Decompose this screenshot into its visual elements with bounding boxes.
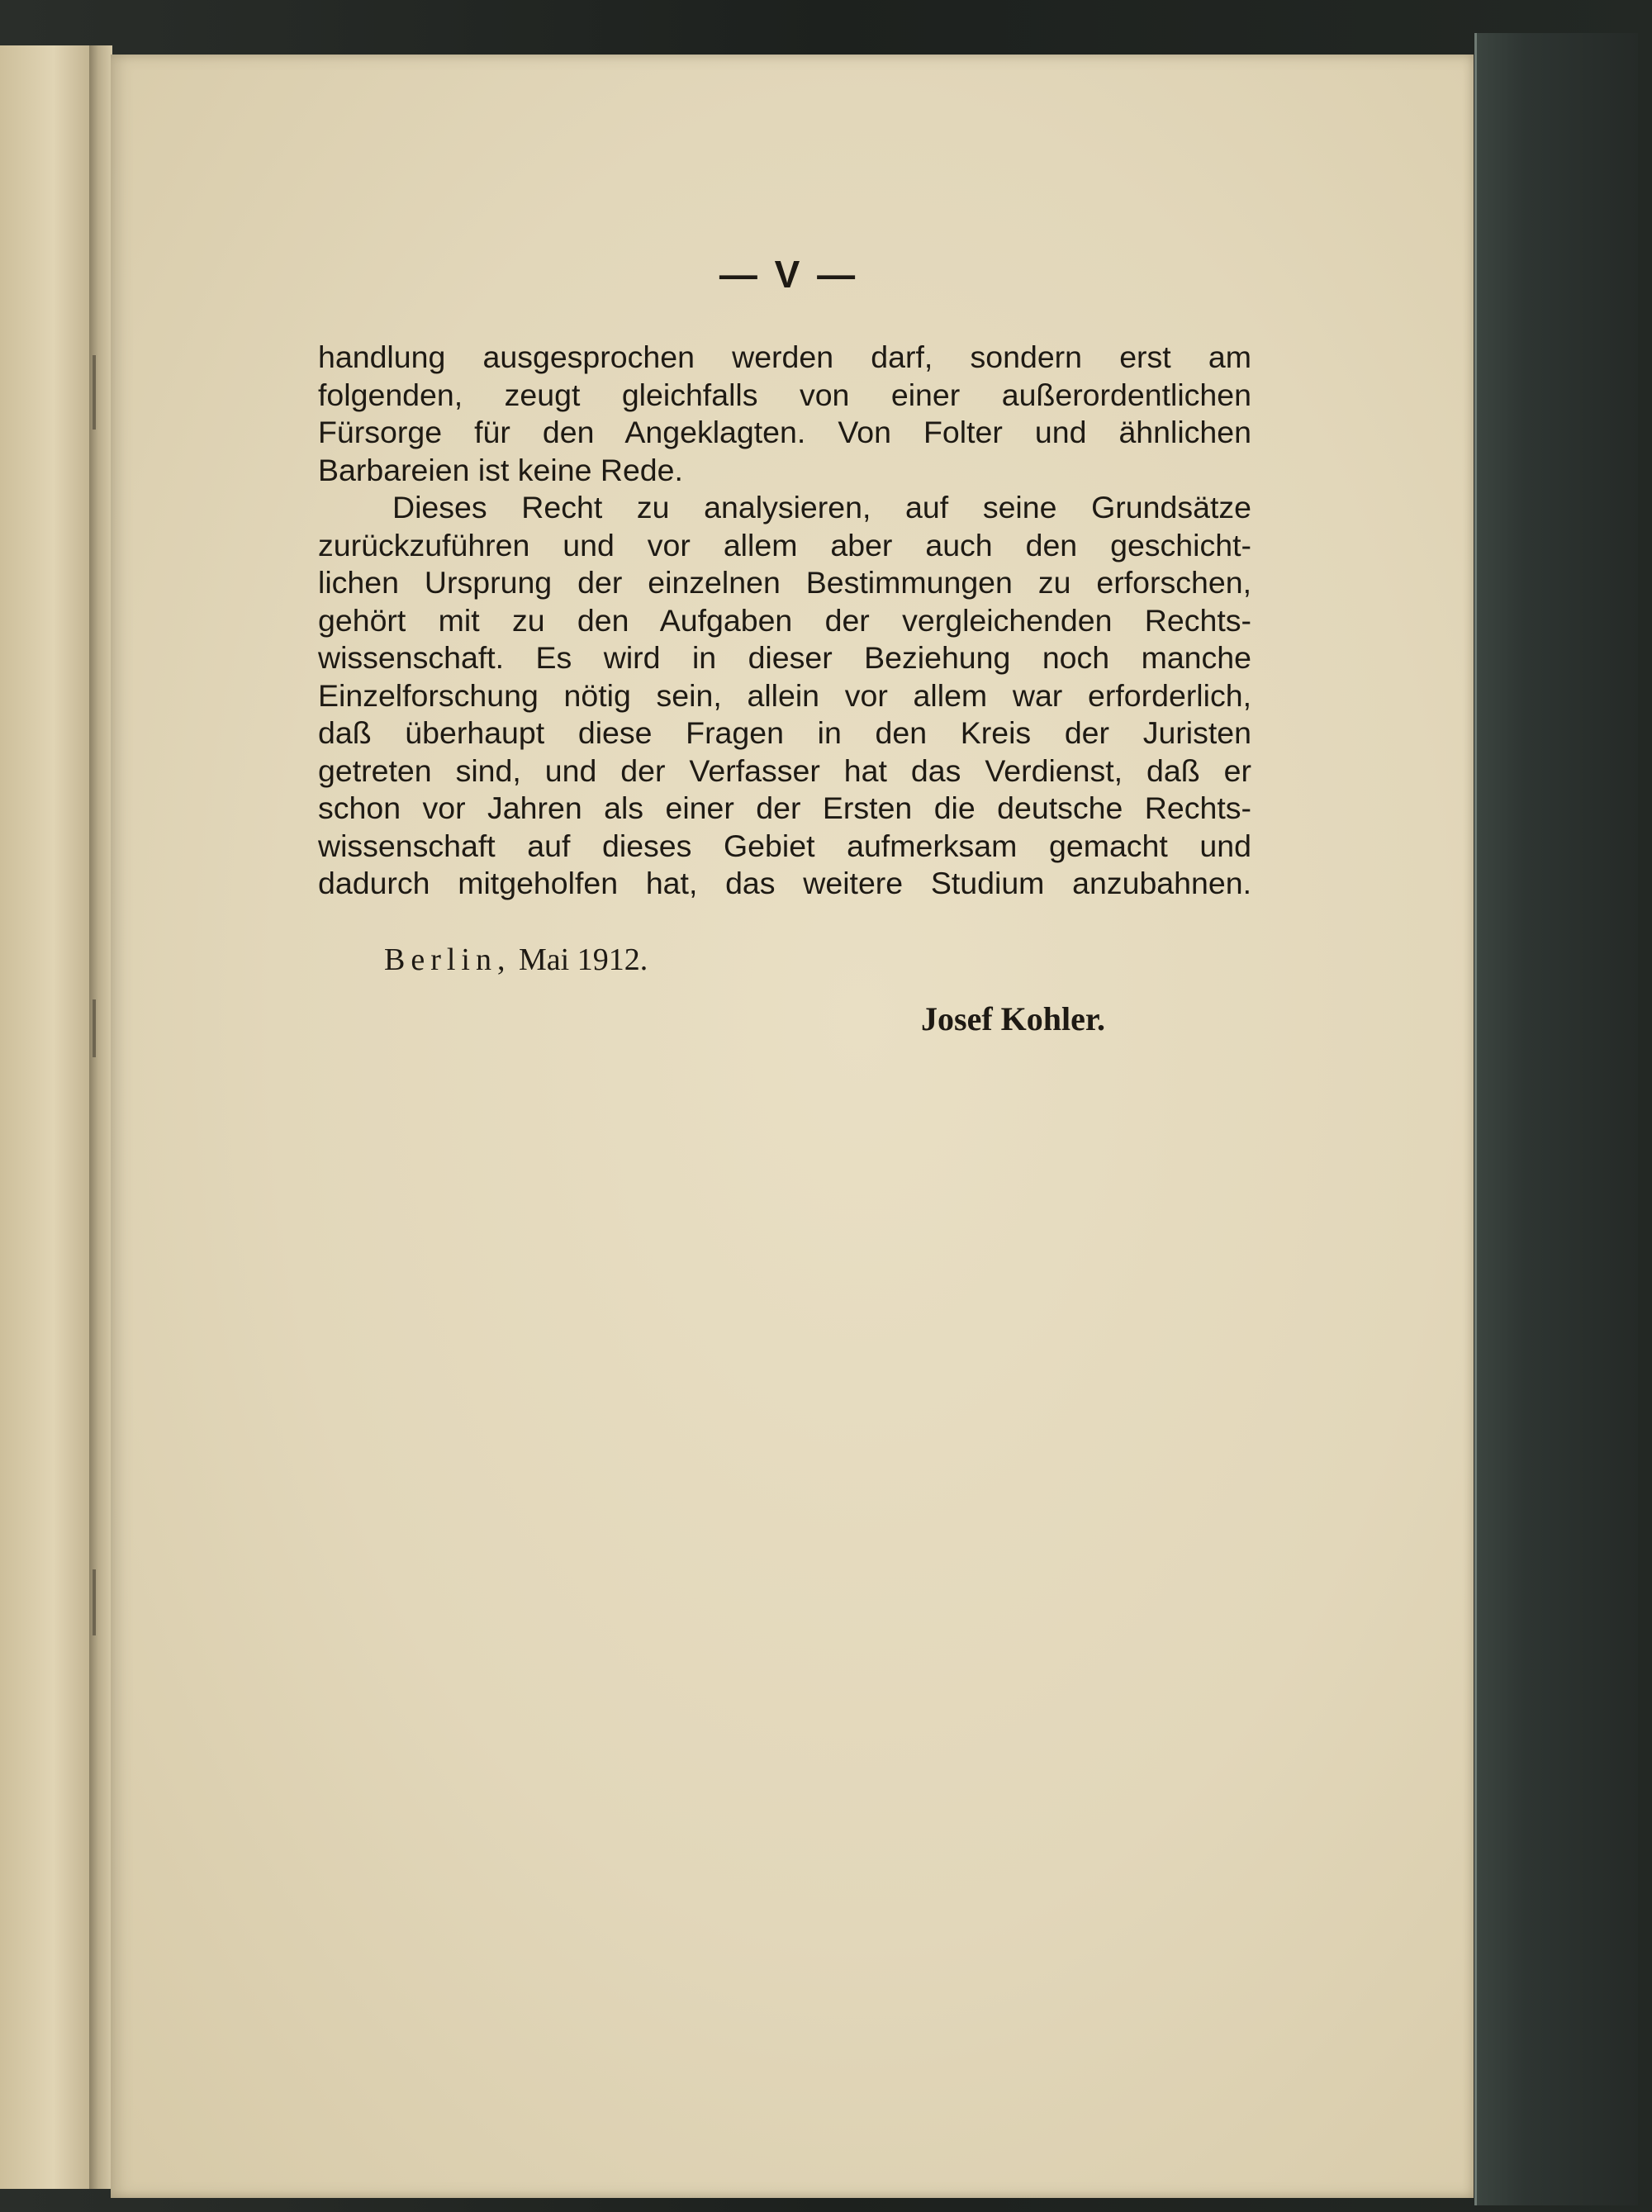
text-line: daß überhaupt diese Fragen in den Kreis der Juristen — [318, 715, 1251, 750]
author-signature: Josef Kohler. — [921, 1000, 1105, 1037]
binding-stitch — [93, 999, 96, 1057]
text-line: Barbareien ist keine Rede. — [318, 452, 683, 487]
text-line: wissenschaft. Es wird in dieser Beziehung noch manche — [318, 640, 1251, 675]
text-line: folgenden, zeugt gleichfalls von einer außerordentlichen — [318, 377, 1251, 412]
text-line: Einzelforschung nötig sein, allein vor allem war erforderlich, — [318, 677, 1251, 713]
text-line: handlung ausgesprochen werden darf, sondern erst am — [318, 339, 1251, 374]
text-line: zurückzuführen und vor allem aber auch den geschicht- — [318, 527, 1251, 562]
text-line: Dieses Recht zu analysieren, auf seine Grundsätze — [392, 490, 1251, 525]
binding-stitch — [93, 355, 96, 430]
date: Mai 1912. — [518, 942, 648, 977]
text-line: wissenschaft auf dieses Gebiet aufmerksam gemacht und — [318, 828, 1251, 863]
body-text — [318, 339, 1251, 903]
page-number: — V — — [719, 253, 859, 296]
place: Berlin, — [384, 942, 511, 977]
binding-stitch — [93, 1569, 96, 1635]
text-line: gehört mit zu den Aufgaben der vergleichenden Rechts- — [318, 602, 1251, 638]
book-cover-edge — [1474, 33, 1638, 2205]
text-line: lichen Ursprung der einzelnen Bestimmungen zu erforschen, — [318, 565, 1251, 600]
previous-page-edge — [0, 45, 92, 2189]
place-and-date — [384, 942, 648, 978]
text-line: getreten sind, und der Verfasser hat das Verdienst, daß er — [318, 752, 1251, 788]
text-line: schon vor Jahren als einer der Ersten die deutsche Rechts- — [318, 790, 1251, 825]
text-line: Fürsorge für den Angeklagten. Von Folter und ähnlichen — [318, 415, 1251, 449]
text-line: dadurch mitgeholfen hat, das weitere Studium anzubahnen. — [318, 866, 1251, 900]
